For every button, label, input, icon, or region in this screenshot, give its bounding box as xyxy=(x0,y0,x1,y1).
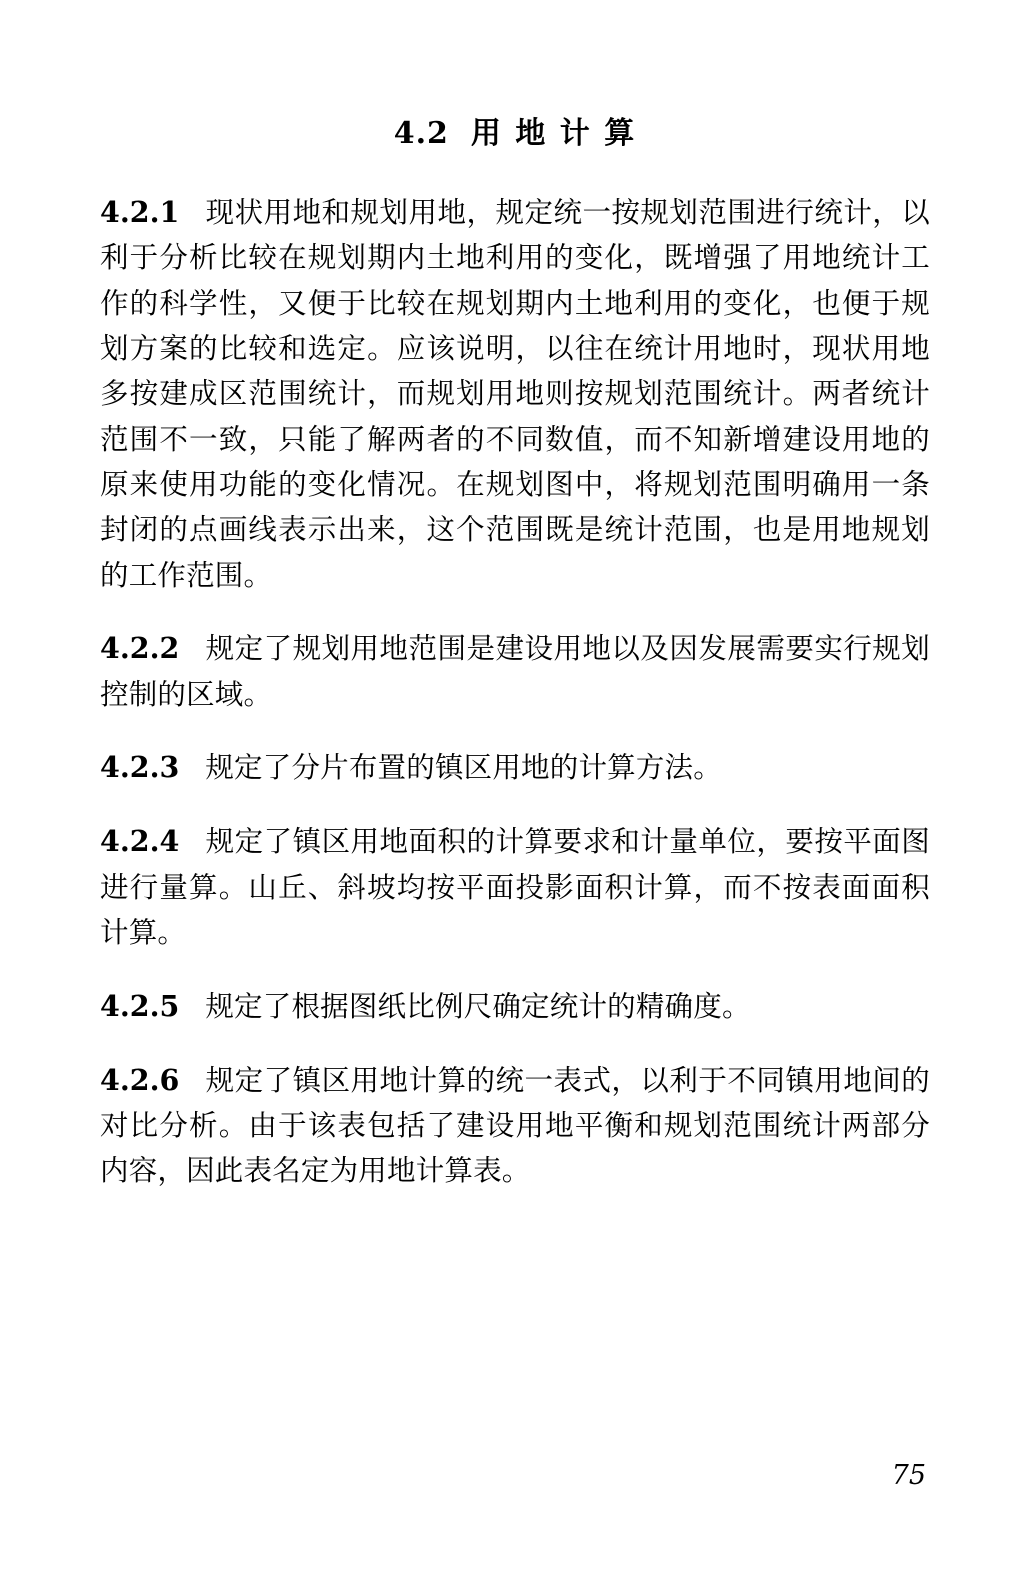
clause-paragraph xyxy=(100,819,930,955)
clause-text: 现状用地和规划用地，规定统一按规划范围进行统计，以利于分析比较在规划期内土地利用的变化，既增强了用地统计工作的科学性，又便于比较在规划期内土地利用的变化，也便于规划方案的比较和选定。应该说明，以往在统计用地时，现状用地多按建成区范围统计，而规划用地则按规划范围统计。两者统计范围不一致，只能了解两者的不同数值，而不知新增建设用地的原来使用功能的变化情况。在规划图中，将规划范围明确用一条封闭的点画线表示出来，这个范围既是统计范围，也是用地规划的工作范围。 xyxy=(100,196,930,592)
section-title-text: 用 地 计 算 xyxy=(470,116,637,151)
clause-paragraph xyxy=(100,190,930,598)
page-title xyxy=(100,108,930,152)
clause-text: 规定了分片布置的镇区用地的计算方法。 xyxy=(205,751,722,785)
section-number: 4.2 xyxy=(393,116,449,151)
clause-number: 4.2.4 xyxy=(100,824,180,859)
page-content xyxy=(100,0,930,1222)
clause-number: 4.2.1 xyxy=(100,195,180,229)
clause-text: 规定了镇区用地面积的计算要求和计量单位，要按平面图进行量算。山丘、斜坡均按平面投影面积计算，而不按表面面积计算。 xyxy=(100,825,930,949)
clause-paragraph xyxy=(100,745,930,790)
clause-text: 规定了根据图纸比例尺确定统计的精确度。 xyxy=(205,989,751,1023)
clause-paragraph xyxy=(100,626,930,717)
clause-number: 4.2.2 xyxy=(100,631,180,666)
clause-text: 规定了规划用地范围是建设用地以及因发展需要实行规划控制的区域。 xyxy=(100,632,930,711)
clause-paragraph xyxy=(100,1058,930,1194)
clause-paragraph xyxy=(100,984,930,1029)
clause-number: 4.2.5 xyxy=(100,988,180,1023)
clause-number: 4.2.6 xyxy=(100,1062,180,1097)
clause-text: 规定了镇区用地计算的统一表式，以利于不同镇用地间的对比分析。由于该表包括了建设用地平衡和规划范围统计两部分内容，因此表名定为用地计算表。 xyxy=(100,1063,930,1188)
clause-number: 4.2.3 xyxy=(100,750,180,785)
page-number: 75 xyxy=(891,1460,926,1491)
